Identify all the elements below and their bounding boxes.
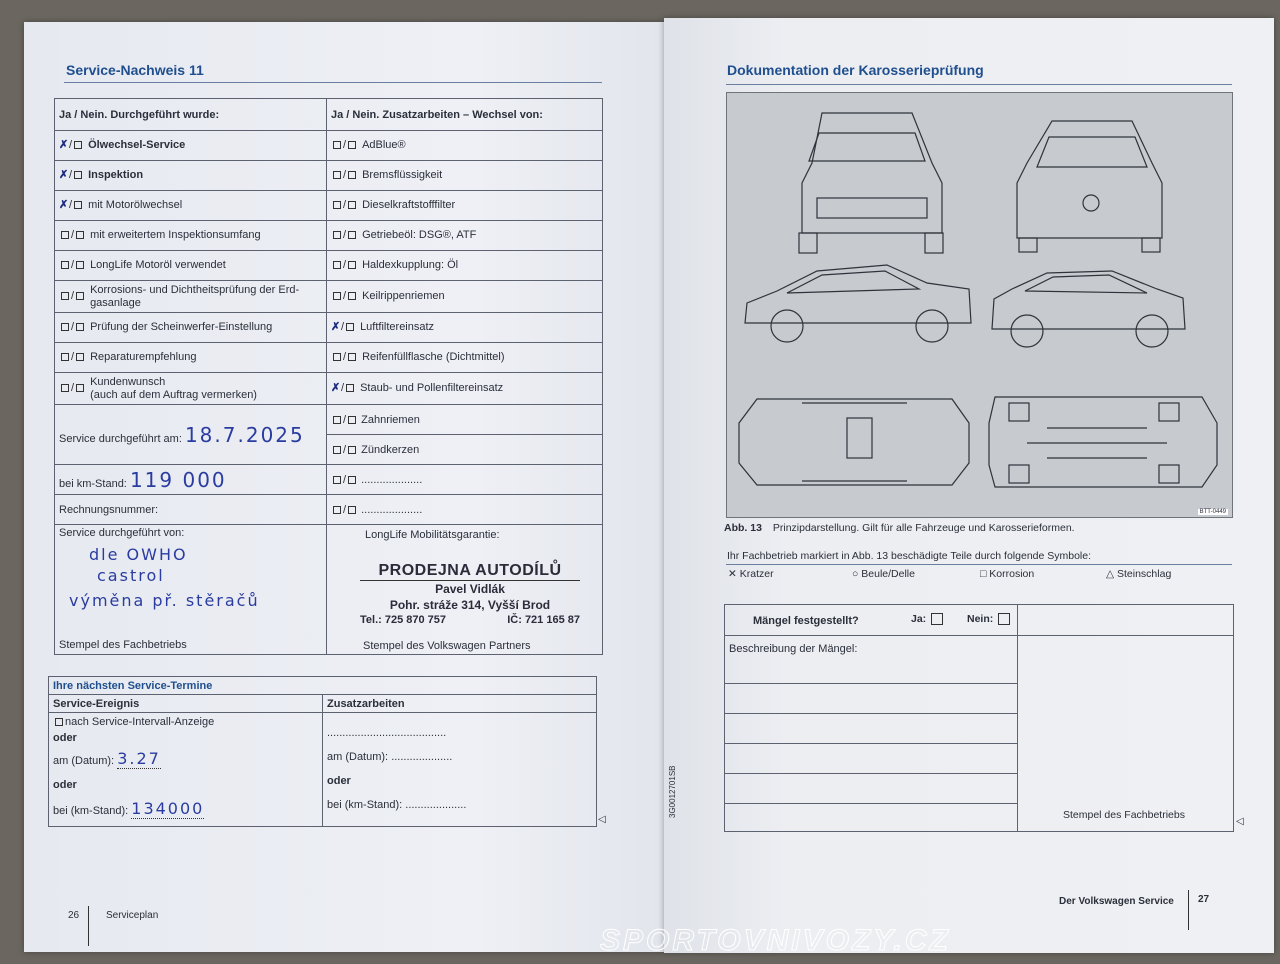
triangle-icon: ◁ xyxy=(598,814,606,825)
checkbox[interactable] xyxy=(333,201,341,209)
checkbox[interactable] xyxy=(74,201,82,209)
row-label: Ölwechsel-Service xyxy=(88,139,186,151)
service-date-value: 18.7.2025 xyxy=(184,422,305,447)
checkbox[interactable] xyxy=(333,141,341,149)
extra-row: / Zündkerzen xyxy=(327,435,603,465)
next-title: Ihre nächsten Service-Termine xyxy=(49,677,597,695)
row-label: Dieselkraftstofffilter xyxy=(362,199,456,211)
yes-no-checkbox[interactable]: / xyxy=(59,382,86,395)
table-cell xyxy=(327,343,603,373)
stamp-left-label: Stempel des Fachbetriebs xyxy=(59,639,187,651)
table-row xyxy=(55,251,603,281)
checkbox[interactable] xyxy=(61,231,69,239)
row-label: Haldexkupplung: Öl xyxy=(362,259,459,271)
table-cell xyxy=(327,221,603,251)
am-datum-label: am (Datum): xyxy=(53,755,115,767)
car-side-left xyxy=(745,265,971,342)
checkbox[interactable] xyxy=(348,231,356,239)
title-rule xyxy=(64,82,602,83)
checkbox[interactable] xyxy=(333,416,341,424)
row-label: Getriebeöl: DSG®, ATF xyxy=(362,229,477,241)
triangle-icon: ◁ xyxy=(1236,816,1244,827)
yes-no-checkbox[interactable]: / xyxy=(331,259,358,272)
yes-no-checkbox[interactable]: / xyxy=(59,351,86,364)
cross-icon: ✕ xyxy=(728,568,737,580)
stamp-line: PRODEJNA AUTODÍLŮ xyxy=(360,562,580,581)
table-row xyxy=(55,131,603,161)
checkbox[interactable] xyxy=(76,384,84,392)
table-row xyxy=(55,191,603,221)
checkbox[interactable] xyxy=(348,141,356,149)
description-label: Beschreibung der Mängel: xyxy=(729,643,858,655)
stamp-line: Pavel Vidlák xyxy=(435,582,505,596)
extra-row: / Zahnriemen xyxy=(327,405,603,435)
caption-label: Abb. 13 xyxy=(724,522,762,534)
extra-label: Zahnriemen xyxy=(361,413,420,426)
handwriting-line: castrol xyxy=(97,566,165,585)
legend-stone-chip: △ Steinschlag xyxy=(1106,568,1172,580)
checkbox[interactable] xyxy=(61,292,69,300)
dealer-stamp xyxy=(360,562,580,626)
figure-code: BTT-0449 xyxy=(1199,509,1226,515)
bei-km-label: bei (km-Stand): xyxy=(327,799,403,811)
page-number: 27 xyxy=(1198,894,1210,905)
invoice-label: Rechnungsnummer: xyxy=(55,495,327,525)
yes-no-checkbox[interactable]: / xyxy=(331,199,358,212)
table-cell xyxy=(327,131,603,161)
page-title: Service-Nachweis 11 xyxy=(66,62,204,78)
col2-header: Ja / Nein. Zusatzarbeiten – Wechsel von: xyxy=(327,99,603,131)
circle-icon: ○ xyxy=(852,568,859,580)
dots: .................... xyxy=(391,751,453,763)
yes-no-checkbox[interactable]: / xyxy=(331,169,358,182)
row-label: mit erweitertem Inspektionsumfang xyxy=(90,229,261,241)
oder-label: oder xyxy=(327,775,351,787)
table-cell xyxy=(55,281,327,313)
table-cell xyxy=(327,313,603,343)
row-label: mit Motorölwechsel xyxy=(88,199,183,211)
nein-checkbox[interactable] xyxy=(998,613,1010,625)
checkbox[interactable] xyxy=(348,171,356,179)
stamp-right-label: Stempel des Volkswagen Partners xyxy=(363,640,531,652)
stamp-id: IČ: 721 165 87 xyxy=(507,614,580,626)
caption-text: Prinzipdarstellung. Gilt für alle Fahrzeuge und Karosserieformen. xyxy=(772,522,1075,534)
table-row xyxy=(55,281,603,313)
service-date-label: Service durchgeführt am: xyxy=(59,432,182,445)
km-label: bei km-Stand: xyxy=(59,477,127,490)
checkbox[interactable] xyxy=(346,384,354,392)
next-interval: nach Service-Intervall-Anzeige xyxy=(65,716,215,728)
dots: .................... xyxy=(405,799,467,811)
checkbox[interactable] xyxy=(55,718,63,726)
yes-no-checkbox[interactable]: / xyxy=(59,229,86,242)
defects-label: Mängel festgestellt? xyxy=(753,615,859,627)
yes-no-checkbox[interactable]: ✗/ xyxy=(59,169,84,182)
checkbox[interactable] xyxy=(76,292,84,300)
table-cell xyxy=(55,161,327,191)
checkbox[interactable] xyxy=(76,353,84,361)
footer-divider xyxy=(88,906,89,946)
stamp-line: Pohr. stráže 314, Vyšší Brod xyxy=(389,598,551,612)
oder-label: oder xyxy=(53,732,77,744)
table-row xyxy=(55,343,603,373)
triangle-icon: △ xyxy=(1106,568,1115,580)
table-cell xyxy=(327,161,603,191)
extra-row: / .................... xyxy=(327,495,603,525)
footer-divider xyxy=(1188,890,1189,930)
checkbox[interactable] xyxy=(333,353,341,361)
page-title: Dokumentation der Karosserieprüfung xyxy=(727,62,984,78)
checkbox[interactable] xyxy=(61,323,69,331)
stamp-label: Stempel des Fachbetriebs xyxy=(1063,809,1185,821)
title-rule xyxy=(726,84,1232,85)
checkbox[interactable] xyxy=(348,261,356,269)
stamp-phone: Tel.: 725 870 757 xyxy=(360,614,447,626)
yes-no-checkbox[interactable]: / xyxy=(331,139,358,152)
handwriting-line: výměna př. stěračů xyxy=(69,591,260,610)
row-label: Reparaturempfehlung xyxy=(90,351,197,363)
yes-no-checkbox[interactable]: / xyxy=(59,290,86,303)
defects-box xyxy=(724,604,1234,832)
checkbox[interactable] xyxy=(76,231,84,239)
checkbox[interactable] xyxy=(333,231,341,239)
oder-label: oder xyxy=(53,779,77,791)
checkbox[interactable] xyxy=(61,384,69,392)
legend-corrosion: □ Korrosion xyxy=(980,568,1035,580)
table-row xyxy=(55,373,603,405)
am-datum-label: am (Datum): xyxy=(327,751,389,763)
checkbox[interactable] xyxy=(61,261,69,269)
extra-label: .................... xyxy=(361,503,423,516)
right-page xyxy=(664,18,1274,953)
footer-text: Der Volkswagen Service xyxy=(1059,896,1174,907)
page-number: 26 xyxy=(68,910,80,921)
row-label: Korrosions- und Dichtheitsprüfung der Erd- gasanlage xyxy=(90,283,300,309)
table-row xyxy=(55,161,603,191)
car-front-view xyxy=(1017,121,1162,252)
extra-label: Zündkerzen xyxy=(361,443,420,456)
yes-no-checkbox[interactable]: ✗/ xyxy=(331,382,356,395)
checkbox[interactable] xyxy=(333,506,341,514)
yes-no-checkbox[interactable]: / xyxy=(331,290,358,303)
car-outlines xyxy=(727,93,1232,517)
car-underbody-view xyxy=(989,397,1217,487)
row-label: Bremsflüssigkeit xyxy=(362,169,443,181)
checkbox[interactable] xyxy=(348,201,356,209)
checkbox[interactable] xyxy=(333,171,341,179)
table-cell xyxy=(55,313,327,343)
table-cell xyxy=(327,373,603,405)
table-cell xyxy=(55,191,327,221)
yes-no-checkbox[interactable]: ✗/ xyxy=(59,139,84,152)
side-code: 3G0012701SB xyxy=(668,765,677,818)
yes-no-checkbox[interactable]: / xyxy=(59,259,86,272)
checkbox[interactable] xyxy=(348,416,356,424)
checkbox[interactable] xyxy=(74,141,82,149)
check-mark-icon: ✗ xyxy=(331,382,341,394)
bei-km-label: bei (km-Stand): xyxy=(53,805,129,817)
checkbox[interactable] xyxy=(348,476,356,484)
ja-checkbox[interactable] xyxy=(931,613,943,625)
table-cell xyxy=(327,281,603,313)
checkbox[interactable] xyxy=(348,353,356,361)
checkbox[interactable] xyxy=(333,446,341,454)
checkbox[interactable] xyxy=(333,261,341,269)
checkbox[interactable] xyxy=(333,292,341,300)
next-col1-header: Service-Ereignis xyxy=(49,695,323,713)
car-diagram xyxy=(726,92,1233,518)
next-extra-cell xyxy=(323,713,597,827)
extra-row: / .................... xyxy=(327,465,603,495)
next-col2-header: Zusatzarbeiten xyxy=(323,695,597,713)
service-by-cell xyxy=(55,525,327,655)
page-section: Serviceplan xyxy=(106,910,159,921)
instruction-text: Ihr Fachbetrieb markiert in Abb. 13 beschädigte Teile durch folgende Symbole: xyxy=(727,550,1092,562)
yes-no-checkbox[interactable]: / xyxy=(59,321,86,334)
row-label: Luftfiltereinsatz xyxy=(360,321,435,333)
extra-label: .................... xyxy=(361,473,423,486)
km-cell xyxy=(55,465,327,495)
check-mark-icon: ✗ xyxy=(59,169,69,181)
checkbox[interactable] xyxy=(333,476,341,484)
car-side-right xyxy=(992,271,1185,347)
handwriting-line: dle OWHO xyxy=(89,545,188,564)
next-event-cell xyxy=(49,713,323,827)
car-top-view xyxy=(739,399,969,485)
row-label: Keilrippenriemen xyxy=(362,290,445,302)
col1-header: Ja / Nein. Durchgeführt wurde: xyxy=(55,99,327,131)
checkbox[interactable] xyxy=(76,323,84,331)
table-cell xyxy=(55,131,327,161)
check-mark-icon: ✗ xyxy=(59,139,69,151)
checkbox[interactable] xyxy=(348,506,356,514)
checkbox[interactable] xyxy=(61,353,69,361)
yes-no-checkbox[interactable]: ✗/ xyxy=(331,321,356,334)
legend-dent: ○ Beule/Delle xyxy=(852,568,915,580)
next-date-value: 3.27 xyxy=(117,749,161,768)
row-label: Kundenwunsch (auch auf dem Auftrag vermerken) xyxy=(90,375,257,401)
yes-no-checkbox[interactable]: ✗/ xyxy=(59,199,84,212)
table-cell xyxy=(327,191,603,221)
checkbox[interactable] xyxy=(74,171,82,179)
row-label: AdBlue® xyxy=(362,139,406,151)
square-icon: □ xyxy=(980,568,987,580)
table-row xyxy=(55,313,603,343)
figure-caption xyxy=(724,522,1075,534)
table-cell xyxy=(55,221,327,251)
row-label: Inspektion xyxy=(88,169,144,181)
checkbox[interactable] xyxy=(348,292,356,300)
service-date-cell xyxy=(55,405,327,465)
left-page xyxy=(24,22,664,952)
car-rear-view xyxy=(799,113,943,253)
check-mark-icon: ✗ xyxy=(59,199,69,211)
row-label: Reifenfüllflasche (Dichtmittel) xyxy=(362,351,505,363)
yes-no-checkbox[interactable]: / xyxy=(331,351,358,364)
check-mark-icon: ✗ xyxy=(331,321,341,333)
row-label: LongLife Motoröl verwendet xyxy=(90,259,226,271)
ja-label: Ja: xyxy=(911,613,945,625)
nein-label: Nein: xyxy=(967,613,1012,625)
table-cell xyxy=(55,373,327,405)
row-label: Prüfung der Scheinwerfer-Einstellung xyxy=(90,321,273,333)
row-label: Staub- und Pollenfiltereinsatz xyxy=(360,382,504,394)
next-km-value: 134000 xyxy=(131,799,205,818)
instruction-rule xyxy=(726,564,1232,565)
dots-line: ....................................... xyxy=(327,727,447,739)
table-cell xyxy=(327,251,603,281)
service-by-label: Service durchgeführt von: xyxy=(59,527,185,539)
km-value: 119 000 xyxy=(129,467,227,492)
table-cell xyxy=(55,251,327,281)
service-rows xyxy=(55,131,603,405)
watermark: SPORTOVNIVOZY.CZ xyxy=(600,924,951,957)
checkbox[interactable] xyxy=(348,446,356,454)
next-service-table xyxy=(48,676,597,827)
checkbox[interactable] xyxy=(76,261,84,269)
checkbox[interactable] xyxy=(346,323,354,331)
table-cell xyxy=(55,343,327,373)
legend-scratch: ✕ Kratzer xyxy=(728,568,774,580)
longlife-label: LongLife Mobilitätsgarantie: xyxy=(365,529,500,541)
yes-no-checkbox[interactable]: / xyxy=(331,229,358,242)
table-row xyxy=(55,221,603,251)
